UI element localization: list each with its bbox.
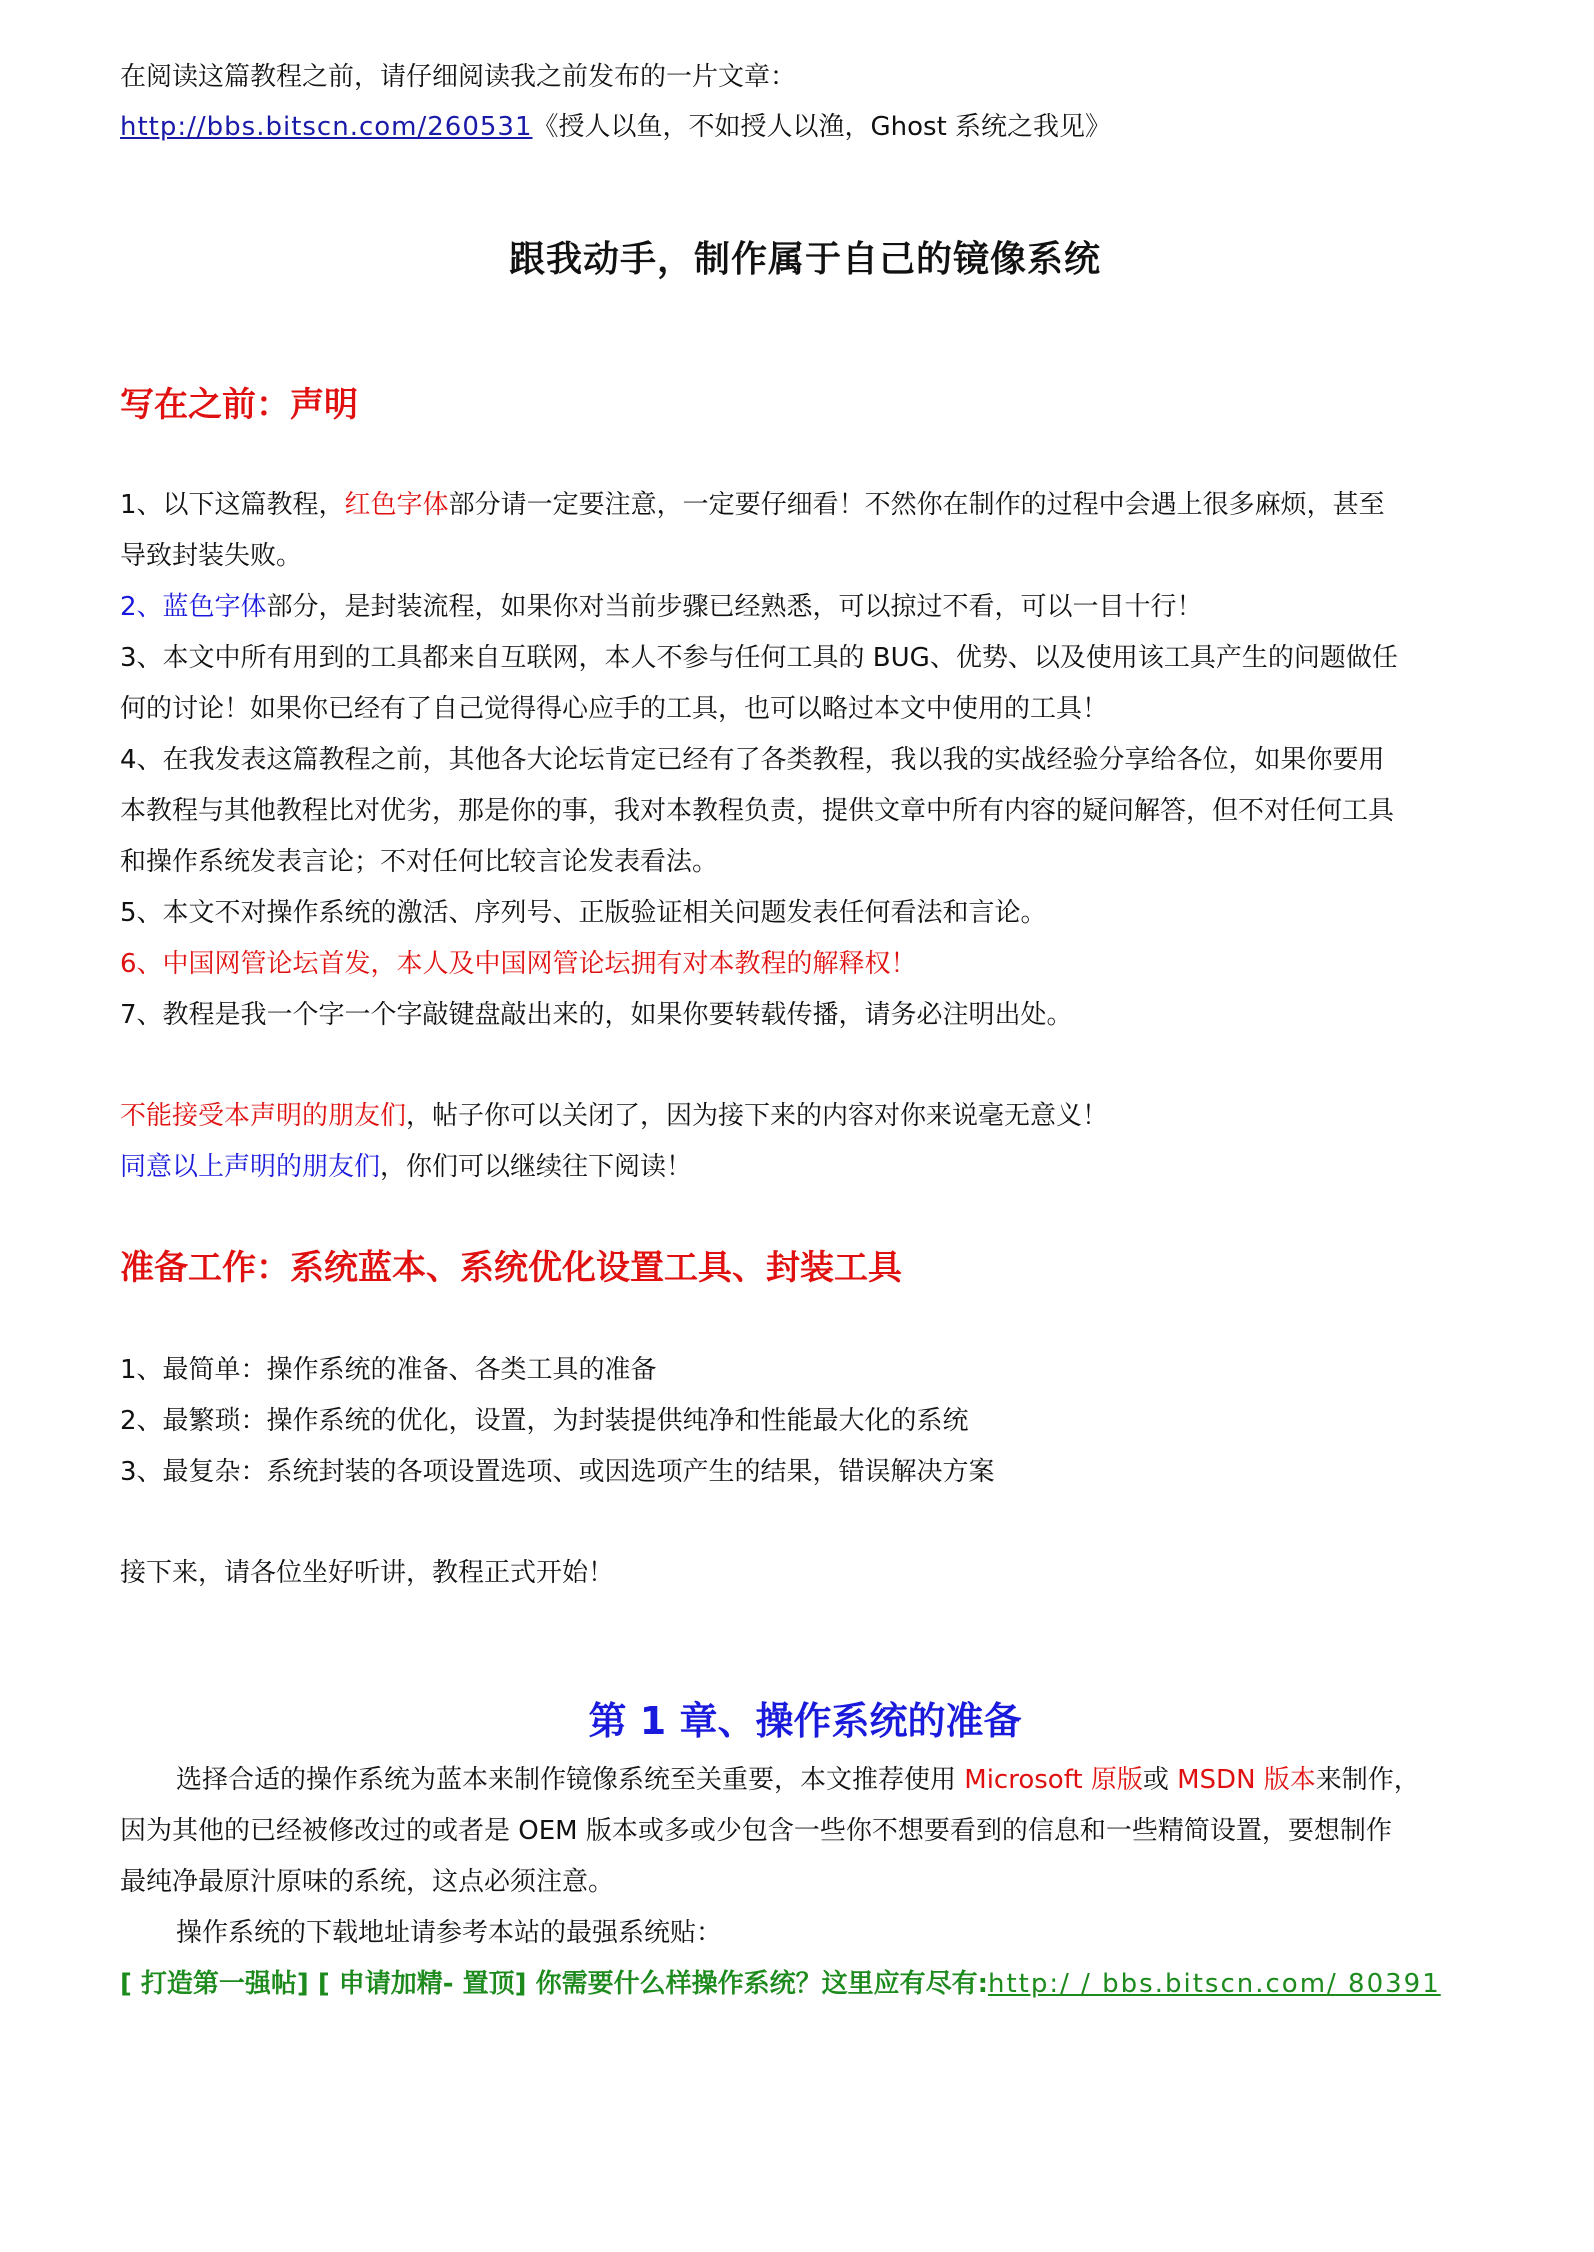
chapter-1-paragraph-1-line3: 最纯净最原汁原味的系统，这点必须注意。 xyxy=(120,1867,615,1897)
chapter-1-paragraph-2: 操作系统的下载地址请参考本站的最强系统贴： xyxy=(176,1918,723,1948)
statement-item-1-post: 部分请一定要注意，一定要仔细看！不然你在制作的过程中会遇上很多麻烦，甚至 xyxy=(448,490,1385,520)
prep-item-3: 3、最复杂：系统封装的各项设置选项、或因选项产生的结果，错误解决方案 xyxy=(120,1457,995,1487)
statement-item-1-cont: 导致封装失败。 xyxy=(120,541,303,571)
statement-item-4-line1: 4、在我发表这篇教程之前，其他各大论坛肯定已经有了各类教程，我以我的实战经验分享给各位，如果你要用 xyxy=(120,745,1385,775)
statement-item-3-line2: 何的讨论！如果你已经有了自己觉得得心应手的工具，也可以略过本文中使用的工具！ xyxy=(120,694,1109,724)
statement-item-5: 5、本文不对操作系统的激活、序列号、正版验证相关问题发表任何看法和言论。 xyxy=(120,898,1047,928)
chapter-1-p1-pre: 选择合适的操作系统为蓝本来制作镜像系统至关重要，本文推荐使用 xyxy=(176,1765,965,1795)
blue-font-label: 2、蓝色字体 xyxy=(120,592,267,622)
statement-item-6: 6、中国网管论坛首发，本人及中国网管论坛拥有对本教程的解释权！ xyxy=(120,949,917,979)
accept-notice xyxy=(120,1142,1490,1193)
page-title: 跟我动手，制作属于自己的镜像系统 xyxy=(508,239,1101,280)
section-heading-statement: 写在之前：声明 xyxy=(120,385,358,425)
intro-text: 在阅读这篇教程之前，请仔细阅读我之前发布的一片文章： xyxy=(120,62,797,92)
microsoft-original-label: Microsoft 原版 xyxy=(964,1765,1143,1795)
statement-item-7: 7、教程是我一个字一个字敲键盘敲出来的，如果你要转载传播，请务必注明出处。 xyxy=(120,1000,1073,1030)
article-title: 《授人以鱼，不如授人以渔，Ghost 系统之我见》 xyxy=(532,112,1112,142)
reject-notice xyxy=(120,1091,1490,1142)
chapter-1-paragraph-1 xyxy=(120,1755,1490,1806)
msdn-version-label: MSDN 版本 xyxy=(1177,1765,1316,1795)
download-link-line xyxy=(120,1959,1490,2010)
start-notice: 接下来，请各位坐好听讲，教程正式开始！ xyxy=(120,1558,615,1588)
article-link[interactable]: http://bbs.bitscn.com/260531 xyxy=(120,112,533,142)
download-link[interactable]: http:/ / bbs.bitscn.com/ 80391 xyxy=(987,1969,1441,1999)
statement-item-1-pre: 1、以下这篇教程， xyxy=(120,490,345,520)
red-font-label: 红色字体 xyxy=(344,490,449,520)
statement-item-2 xyxy=(120,582,1490,633)
prep-item-2: 2、最繁琐：操作系统的优化，设置，为封装提供纯净和性能最大化的系统 xyxy=(120,1406,969,1436)
statement-item-3-line1: 3、本文中所有用到的工具都来自互联网，本人不参与任何工具的 BUG、优势、以及使用该工具产生的问题做任 xyxy=(120,643,1398,673)
chapter-1-p1-post: 来制作， xyxy=(1315,1765,1420,1795)
intro-line xyxy=(120,52,1490,102)
reject-label: 不能接受本声明的朋友们 xyxy=(120,1101,407,1131)
reject-text: ，帖子你可以关闭了，因为接下来的内容对你来说毫无意义！ xyxy=(406,1101,1109,1131)
document-page xyxy=(120,52,1490,2010)
section-heading-preparation: 准备工作：系统蓝本、系统优化设置工具、封装工具 xyxy=(120,1248,902,1288)
statement-item-2-post: 部分，是封装流程，如果你对当前步骤已经熟悉，可以掠过不看，可以一目十行！ xyxy=(266,592,1203,622)
statement-item-4-line3: 和操作系统发表言论；不对任何比较言论发表看法。 xyxy=(120,847,719,877)
accept-text: ，你们可以继续往下阅读！ xyxy=(380,1152,693,1182)
chapter-1-p1-mid: 或 xyxy=(1142,1765,1178,1795)
chapter-1-paragraph-1-line2: 因为其他的已经被修改过的或者是 OEM 版本或多或少包含一些你不想要看到的信息和一些精简设置，要想制作 xyxy=(120,1816,1392,1846)
best-system-post-label: [ 打造第一强帖] [ 申请加精- 置顶] 你需要什么样操作系统？这里应有尽有: xyxy=(120,1969,988,1999)
intro-link-line xyxy=(120,102,1490,152)
chapter-1-heading: 第 1 章、操作系统的准备 xyxy=(588,1699,1022,1743)
accept-label: 同意以上声明的朋友们 xyxy=(120,1152,381,1182)
statement-item-1 xyxy=(120,480,1490,531)
prep-item-1: 1、最简单：操作系统的准备、各类工具的准备 xyxy=(120,1355,657,1385)
statement-item-4-line2: 本教程与其他教程比对优劣，那是你的事，我对本教程负责，提供文章中所有内容的疑问解答，但不对任何工具 xyxy=(120,796,1395,826)
